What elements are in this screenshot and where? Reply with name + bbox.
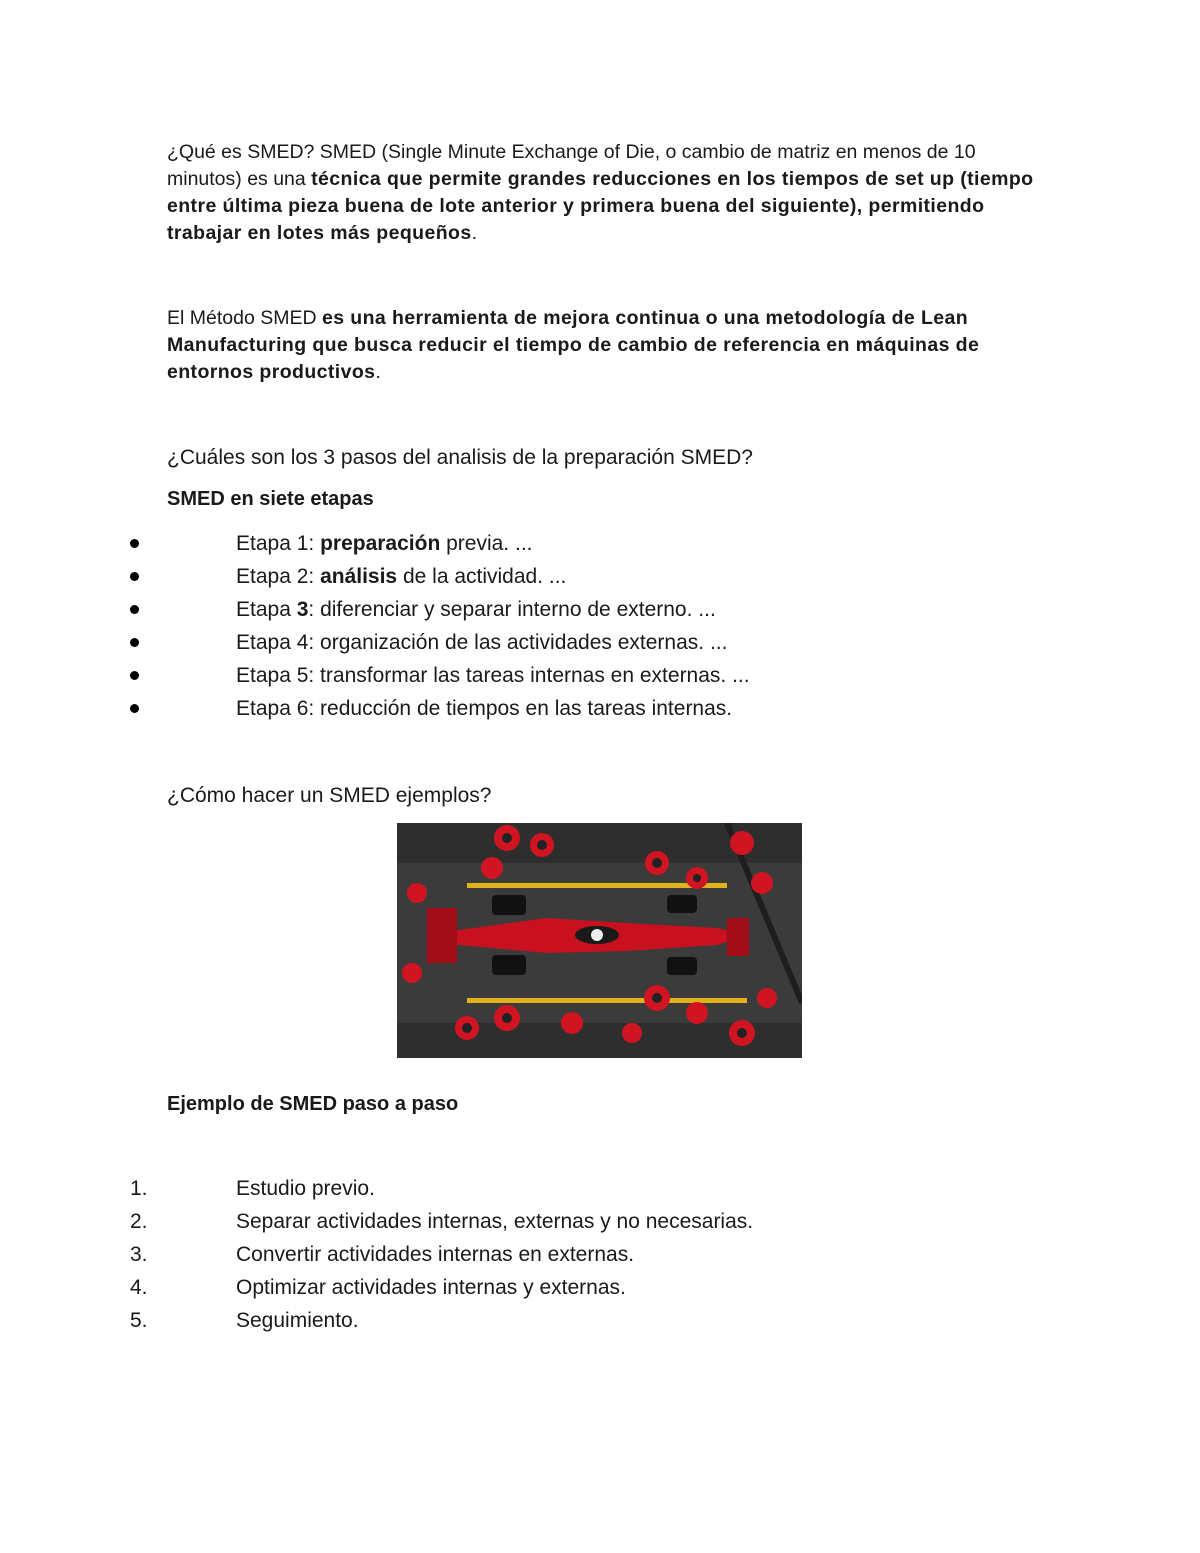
stage-text-pre: Etapa 4: organización de las actividades externas. ... <box>236 631 728 654</box>
stage-item <box>0 527 1100 560</box>
bullet-icon <box>130 539 139 548</box>
step-number: 2. <box>130 1210 148 1233</box>
stage-text-pre: Etapa 2: <box>236 565 321 588</box>
step-number: 3. <box>130 1243 148 1266</box>
smed-definition-end: . <box>471 222 478 244</box>
step-number: 4. <box>130 1276 148 1299</box>
stage-text-bold: 3 <box>296 598 309 621</box>
smed-definition-bold: técnica que permite grandes reducciones en los tiempos de set up (tiempo entre última pieza buena de lote anterior y primera buena del siguiente), permitiendo trabajar en lotes más pequeños <box>167 168 1034 244</box>
pit-stop-illustration <box>397 823 802 1058</box>
step-item <box>0 1238 1100 1271</box>
step-text: Separar actividades internas, externas y no necesarias. <box>236 1210 754 1233</box>
step-text: Estudio previo. <box>236 1177 375 1200</box>
smed-method-intro: El Método SMED <box>167 307 322 329</box>
step-item <box>0 1205 1100 1238</box>
bullet-icon <box>130 572 139 581</box>
step-text: Seguimiento. <box>236 1309 359 1332</box>
step-number: 5. <box>130 1309 148 1332</box>
stage-text-post: : diferenciar y separar interno de externo. ... <box>308 598 716 621</box>
stage-text-post: de la actividad. ... <box>397 565 567 588</box>
stage-text <box>236 527 532 560</box>
stage-text-pre: Etapa 5: transformar las tareas internas en externas. ... <box>236 664 750 687</box>
stage-text-bold: análisis <box>320 565 398 588</box>
step-number: 1. <box>130 1177 148 1200</box>
step-text: Optimizar actividades internas y externas. <box>236 1276 626 1299</box>
bullet-icon <box>130 605 139 614</box>
stage-text <box>236 560 566 593</box>
smed-method-paragraph <box>167 305 1047 386</box>
stage-text <box>236 659 750 692</box>
stage-text <box>236 593 716 626</box>
stage-item <box>0 692 1100 725</box>
stage-text-bold: preparación <box>320 532 441 555</box>
step-item <box>0 1172 1100 1205</box>
stage-text <box>236 692 732 725</box>
step-item <box>0 1304 1100 1337</box>
stage-text <box>236 626 727 659</box>
step-item <box>0 1271 1100 1304</box>
stage-item <box>0 560 1100 593</box>
stage-text-pre: Etapa 6: reducción de tiempos en las tareas internas. <box>236 697 733 720</box>
question-examples: ¿Cómo hacer un SMED ejemplos? <box>167 784 492 807</box>
smed-definition-intro: ¿Qué es SMED? SMED (Single Minute Exchange of Die, o cambio de matriz en menos de 10 minutos) es una <box>167 141 976 190</box>
stage-text-pre: Etapa <box>236 598 297 621</box>
bullet-icon <box>130 638 139 647</box>
bullet-icon <box>130 704 139 713</box>
smed-method-end: . <box>375 361 381 383</box>
heading-seven-stages: SMED en siete etapas <box>167 488 374 510</box>
question-steps: ¿Cuáles son los 3 pasos del analisis de la preparación SMED? <box>167 446 753 469</box>
smed-method-bold: es una herramienta de mejora continua o una metodología de Lean Manufacturing que busca reducir el tiempo de cambio de referencia en máquinas de entornos productivos <box>167 307 980 383</box>
pit-stop-photo <box>397 823 802 1058</box>
step-text: Convertir actividades internas en externas. <box>236 1243 635 1266</box>
stage-item <box>0 659 1100 692</box>
stage-item <box>0 626 1100 659</box>
heading-step-by-step: Ejemplo de SMED paso a paso <box>167 1093 459 1115</box>
bullet-icon <box>130 671 139 680</box>
stage-text-post: previa. ... <box>440 532 533 555</box>
stage-item <box>0 593 1100 626</box>
stage-text-pre: Etapa 1: <box>236 532 321 555</box>
smed-definition-paragraph <box>167 139 1047 247</box>
